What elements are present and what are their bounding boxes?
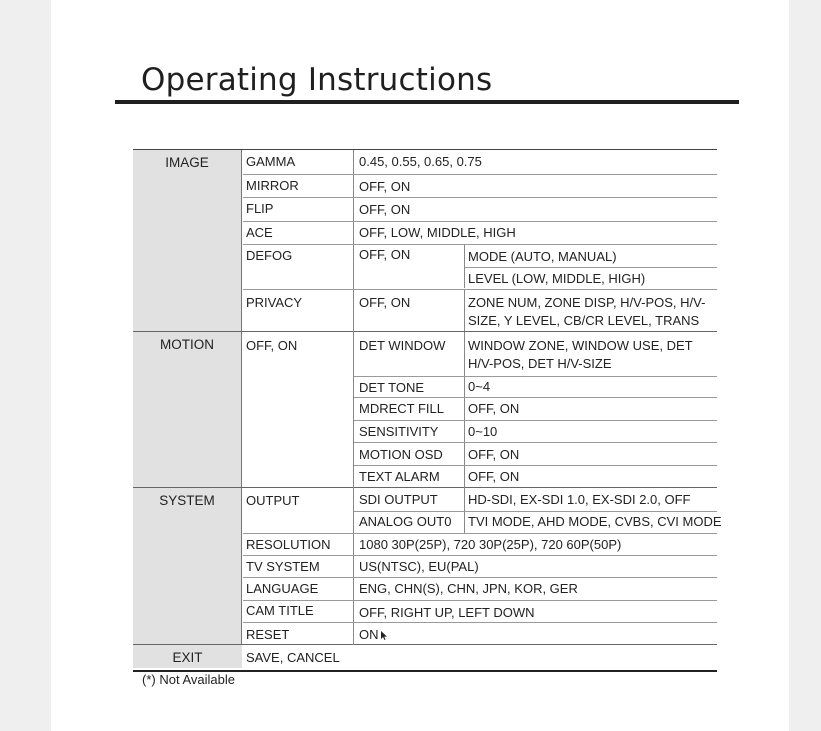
value-ace: OFF, LOW, MIDDLE, HIGH (359, 225, 516, 240)
menu-table (133, 149, 722, 672)
row-divider (133, 644, 717, 645)
item-flip: FLIP (246, 201, 274, 216)
sub-privacy-line1: ZONE NUM, ZONE DISP, H/V-POS, H/V- (468, 295, 706, 310)
value-mirror: OFF, ON (359, 179, 411, 194)
row-divider (243, 600, 717, 601)
row-divider (354, 376, 717, 377)
item-privacy: PRIVACY (246, 295, 303, 310)
row-divider (243, 555, 717, 556)
value-language: ENG, CHN(S), CHN, JPN, KOR, GER (359, 581, 578, 596)
row-divider (465, 267, 717, 268)
value-motion-osd: OFF, ON (468, 447, 520, 462)
category-system: SYSTEM (133, 488, 242, 645)
row-divider (354, 442, 717, 443)
value-defog: OFF, ON (359, 247, 411, 262)
item-motion-osd: MOTION OSD (359, 447, 443, 462)
sub-defog-mode: MODE (AUTO, MANUAL) (468, 249, 617, 264)
value-exit: SAVE, CANCEL (246, 650, 340, 665)
row-divider (243, 622, 717, 623)
row-divider (354, 511, 717, 512)
sub-det-window-line2: H/V-POS, DET H/V-SIZE (468, 356, 612, 371)
item-resolution: RESOLUTION (246, 537, 331, 552)
value-privacy: OFF, ON (359, 295, 411, 310)
footnote: (*) Not Available (142, 672, 235, 687)
sub-det-window-line1: WINDOW ZONE, WINDOW USE, DET (468, 338, 693, 353)
document-page (51, 0, 789, 731)
value-resolution: 1080 30P(25P), 720 30P(25P), 720 60P(50P) (359, 537, 622, 552)
item-sensitivity: SENSITIVITY (359, 424, 439, 439)
item-reset: RESET (246, 627, 290, 642)
item-gamma: GAMMA (246, 154, 296, 169)
page-title: Operating Instructions (141, 62, 493, 98)
value-flip: OFF, ON (359, 202, 411, 217)
category-image: IMAGE (133, 150, 242, 332)
row-divider (243, 174, 717, 175)
row-divider (243, 197, 717, 198)
value-reset (359, 626, 388, 644)
row-divider (354, 397, 717, 398)
item-output: OUTPUT (246, 493, 300, 508)
row-divider (243, 244, 717, 245)
value-gamma: 0.45, 0.55, 0.65, 0.75 (359, 154, 482, 169)
row-divider (133, 487, 717, 488)
value-reset-text: ON (359, 627, 379, 642)
value-text-alarm: OFF, ON (468, 469, 520, 484)
category-exit: EXIT (133, 645, 242, 668)
value-det-tone: 0~4 (468, 379, 491, 394)
item-cam-title: CAM TITLE (246, 603, 314, 618)
item-mdrect-fill: MDRECT FILL (359, 401, 444, 416)
item-defog: DEFOG (246, 248, 293, 263)
item-ace: ACE (246, 225, 273, 240)
row-divider (354, 465, 717, 466)
category-motion: MOTION (133, 332, 242, 488)
row-divider (243, 533, 717, 534)
title-rule (115, 100, 739, 104)
value-mdrect-fill: OFF, ON (468, 401, 520, 416)
item-det-tone: DET TONE (359, 380, 425, 395)
value-sensitivity: 0~10 (468, 424, 498, 439)
sub-analog-out: ANALOG OUT0 (359, 514, 452, 529)
sub-defog-level: LEVEL (LOW, MIDDLE, HIGH) (468, 271, 646, 286)
row-divider (243, 289, 717, 290)
row-divider (243, 221, 717, 222)
sub-sdi-output: SDI OUTPUT (359, 492, 438, 507)
value-sdi-output: HD-SDI, EX-SDI 1.0, EX-SDI 2.0, OFF (468, 492, 691, 507)
value-cam-title: OFF, RIGHT UP, LEFT DOWN (359, 605, 535, 620)
item-language: LANGUAGE (246, 581, 319, 596)
item-tv-system: TV SYSTEM (246, 559, 320, 574)
row-divider (133, 331, 717, 332)
column-divider (464, 290, 465, 331)
sub-privacy-line2: SIZE, Y LEVEL, CB/CR LEVEL, TRANS (468, 313, 700, 328)
value-motion: OFF, ON (246, 338, 298, 353)
value-tv-system: US(NTSC), EU(PAL) (359, 559, 479, 574)
row-divider (243, 577, 717, 578)
row-divider (354, 420, 717, 421)
item-text-alarm: TEXT ALARM (359, 469, 440, 484)
item-mirror: MIRROR (246, 178, 299, 193)
item-det-window: DET WINDOW (359, 338, 446, 353)
value-analog-out: TVI MODE, AHD MODE, CVBS, CVI MODE (468, 514, 722, 529)
cursor-icon (380, 630, 388, 641)
